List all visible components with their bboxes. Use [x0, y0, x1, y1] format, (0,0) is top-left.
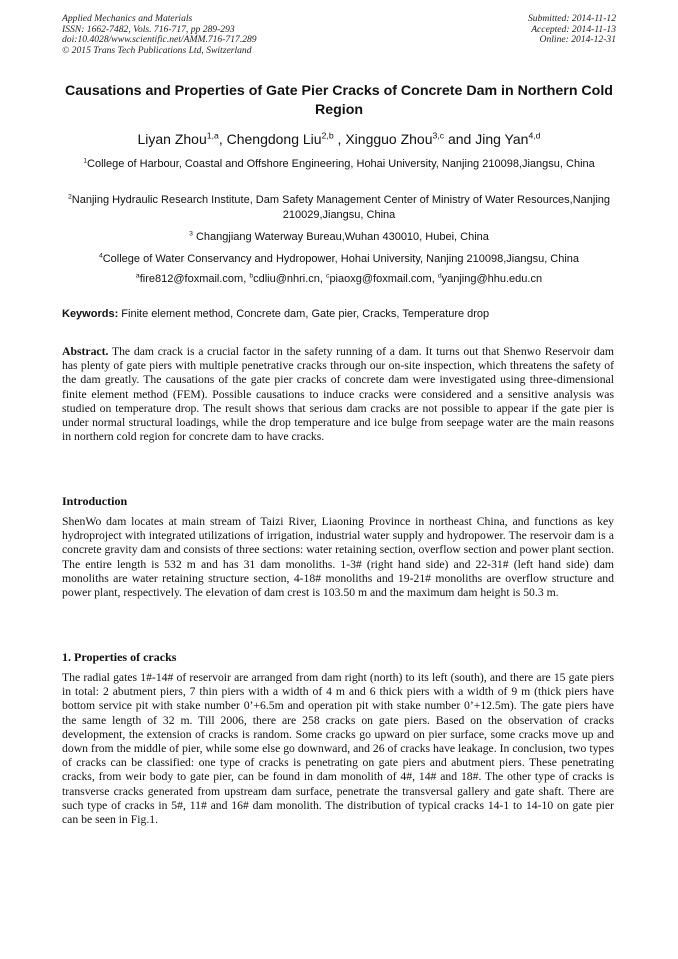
- affiliation-3: [62, 230, 616, 245]
- online-date: Online: 2014-12-31: [539, 34, 616, 46]
- author-affiliation-mark: 3,c: [432, 130, 445, 141]
- introduction-paragraph: ShenWo dam locates at main stream of Taizi River, Liaoning Province in northeast China, and functions as key hydroproject with integrated utilizations of irrigation, industrial water supply and hydropower. The reservoir dam is a concrete gravity dam and consists of three sections: water retaining section, overflow section and power plant section. The entire length is 532 m and has 31 dam monoliths. 1-3# (right hand side) and 22-31# (left hand side) dam monoliths are water retaining structure section, 4-18# monoliths and 19-21# monoliths are overflow structure and power plant, respectively. The elevation of dam crest is 103.50 m and the maximum dam height is 50.3 m.: [62, 515, 614, 600]
- affiliation-4: [62, 252, 616, 267]
- paper-title: Causations and Properties of Gate Pier Cracks of Concrete Dam in Northern Cold Region: [65, 83, 613, 118]
- email-link[interactable]: fire812@foxmail.com,: [139, 273, 250, 285]
- issn-line: ISSN: 1662-7482, Vols. 716-717, pp 289-293: [62, 23, 235, 35]
- affiliation-1: [62, 157, 616, 172]
- affiliation-number: 1: [83, 157, 88, 165]
- abstract-label: Abstract.: [62, 345, 109, 358]
- abstract-paragraph: [62, 345, 614, 444]
- author-separator: ,: [218, 131, 227, 147]
- author-affiliation-mark: 4,d: [528, 130, 541, 141]
- keywords-text: Finite element method, Concrete dam, Gate pier, Cracks, Temperature drop: [118, 308, 490, 320]
- doi-line: doi:10.4028/www.scientific.net/AMM.716-717.289: [62, 34, 257, 46]
- affiliation-text: College of Harbour, Coastal and Offshore Engineering, Hohai University, Nanjing 210098,Jiangsu, China: [87, 158, 595, 170]
- author-name: Jing Yan: [475, 131, 529, 147]
- affiliation-number: 4: [98, 252, 103, 260]
- keywords-line: [62, 307, 616, 321]
- properties-paragraph: The radial gates 1#-14# of reservoir are arranged from dam right (north) to its left (south), and there are 15 gate piers in total: 2 abutment piers, 7 thin piers with a width of 4 m and 6 thick piers with a width of 9 m (thick piers have bottom service pit with stake number 0’+6.5m and operation pit with stake number 0’+12.5m). The gate piers have the same length of 32 m. Till 2006, there are 258 cracks on gate piers. Based on the observation of cracks development, the extension of cracks is random. Some cracks go upward on pier surface, some cracks move up and down from the middle of pier, while some else go downward, and 26 of cracks have leakage. In conclusion, two types of cracks can be classified: one type of cracks is penetrating on gate piers and abutment piers. These penetrating cracks, from weir body to gate pier, can be found in dam monolith of 4#, 14# and 18#. The other type of cracks is transverse cracks generated from upstream dam surface, penetrate the transversal gallery and gate shaft. There are such type of cracks in 5#, 11# and 16# dam monolith. The distribution of typical cracks 14-1 to 14-10 on gate pier can be seen in Fig.1.: [62, 671, 614, 827]
- copyright-line: © 2015 Trans Tech Publications Ltd, Switzerland: [62, 44, 252, 56]
- properties-heading: 1. Properties of cracks: [62, 650, 177, 664]
- email-link[interactable]: yanjing@hhu.edu.cn: [441, 273, 543, 285]
- journal-info: [62, 14, 257, 56]
- author-separator: and: [444, 131, 476, 147]
- author-affiliation-mark: 2,b: [321, 130, 334, 141]
- email-mark: c: [326, 272, 330, 280]
- email-link[interactable]: cdliu@nhri.cn,: [253, 273, 327, 285]
- keywords-label: Keywords:: [62, 308, 119, 320]
- author-separator: ,: [333, 131, 346, 147]
- dates-info: [528, 14, 616, 46]
- author-name: Xingguo Zhou: [345, 131, 433, 147]
- abstract-text: The dam crack is a crucial factor in the safety running of a dam. It turns out that Shenwo Reservoir dam has plenty of gate piers with multiple penetrative cracks through our on-site inspection, which threatens the safety of the dam greatly. The causations of the gate pier cracks of concrete dam were investigated using three-dimensional finite element method (FEM). Possible causations to induce cracks were considered and a sensitive analysis was studied on temperature drop. The result shows that serious dam cracks are not possible to appear if the gate pier is under normal structural loadings, while the drop temperature and ice bulge from seepage water are the main reasons in northern cold region for concrete dam to have cracks.: [62, 345, 614, 444]
- author-name: Liyan Zhou: [137, 131, 207, 147]
- affiliation-text: Nanjing Hydraulic Research Institute, Dam Safety Management Center of Ministry of Water Resources,Nanjing 210029,Jiangsu, China: [71, 194, 610, 221]
- email-mark: d: [437, 272, 442, 280]
- affiliation-number: 3: [189, 230, 193, 238]
- affiliation-text: College of Water Conservancy and Hydropower, Hohai University, Nanjing 210098,Jiangsu, China: [102, 253, 580, 265]
- submitted-date: Submitted: 2014-11-12: [527, 13, 616, 24]
- accepted-date: Accepted: 2014-11-13: [531, 23, 616, 35]
- email-list: [62, 272, 616, 286]
- author-affiliation-mark: 1,a: [206, 130, 219, 141]
- affiliation-number: 2: [67, 193, 72, 201]
- affiliation-text: Changjiang Waterway Bureau,Wuhan 430010, Hubei, China: [195, 231, 489, 243]
- email-mark: a: [135, 272, 140, 280]
- journal-name: Applied Mechanics and Materials: [62, 13, 193, 24]
- author-name: Chengdong Liu: [226, 131, 322, 147]
- author-list: [62, 130, 616, 148]
- introduction-heading: Introduction: [62, 494, 128, 508]
- affiliation-2: [62, 193, 616, 222]
- email-link[interactable]: piaoxg@foxmail.com,: [329, 273, 438, 285]
- email-mark: b: [249, 272, 254, 280]
